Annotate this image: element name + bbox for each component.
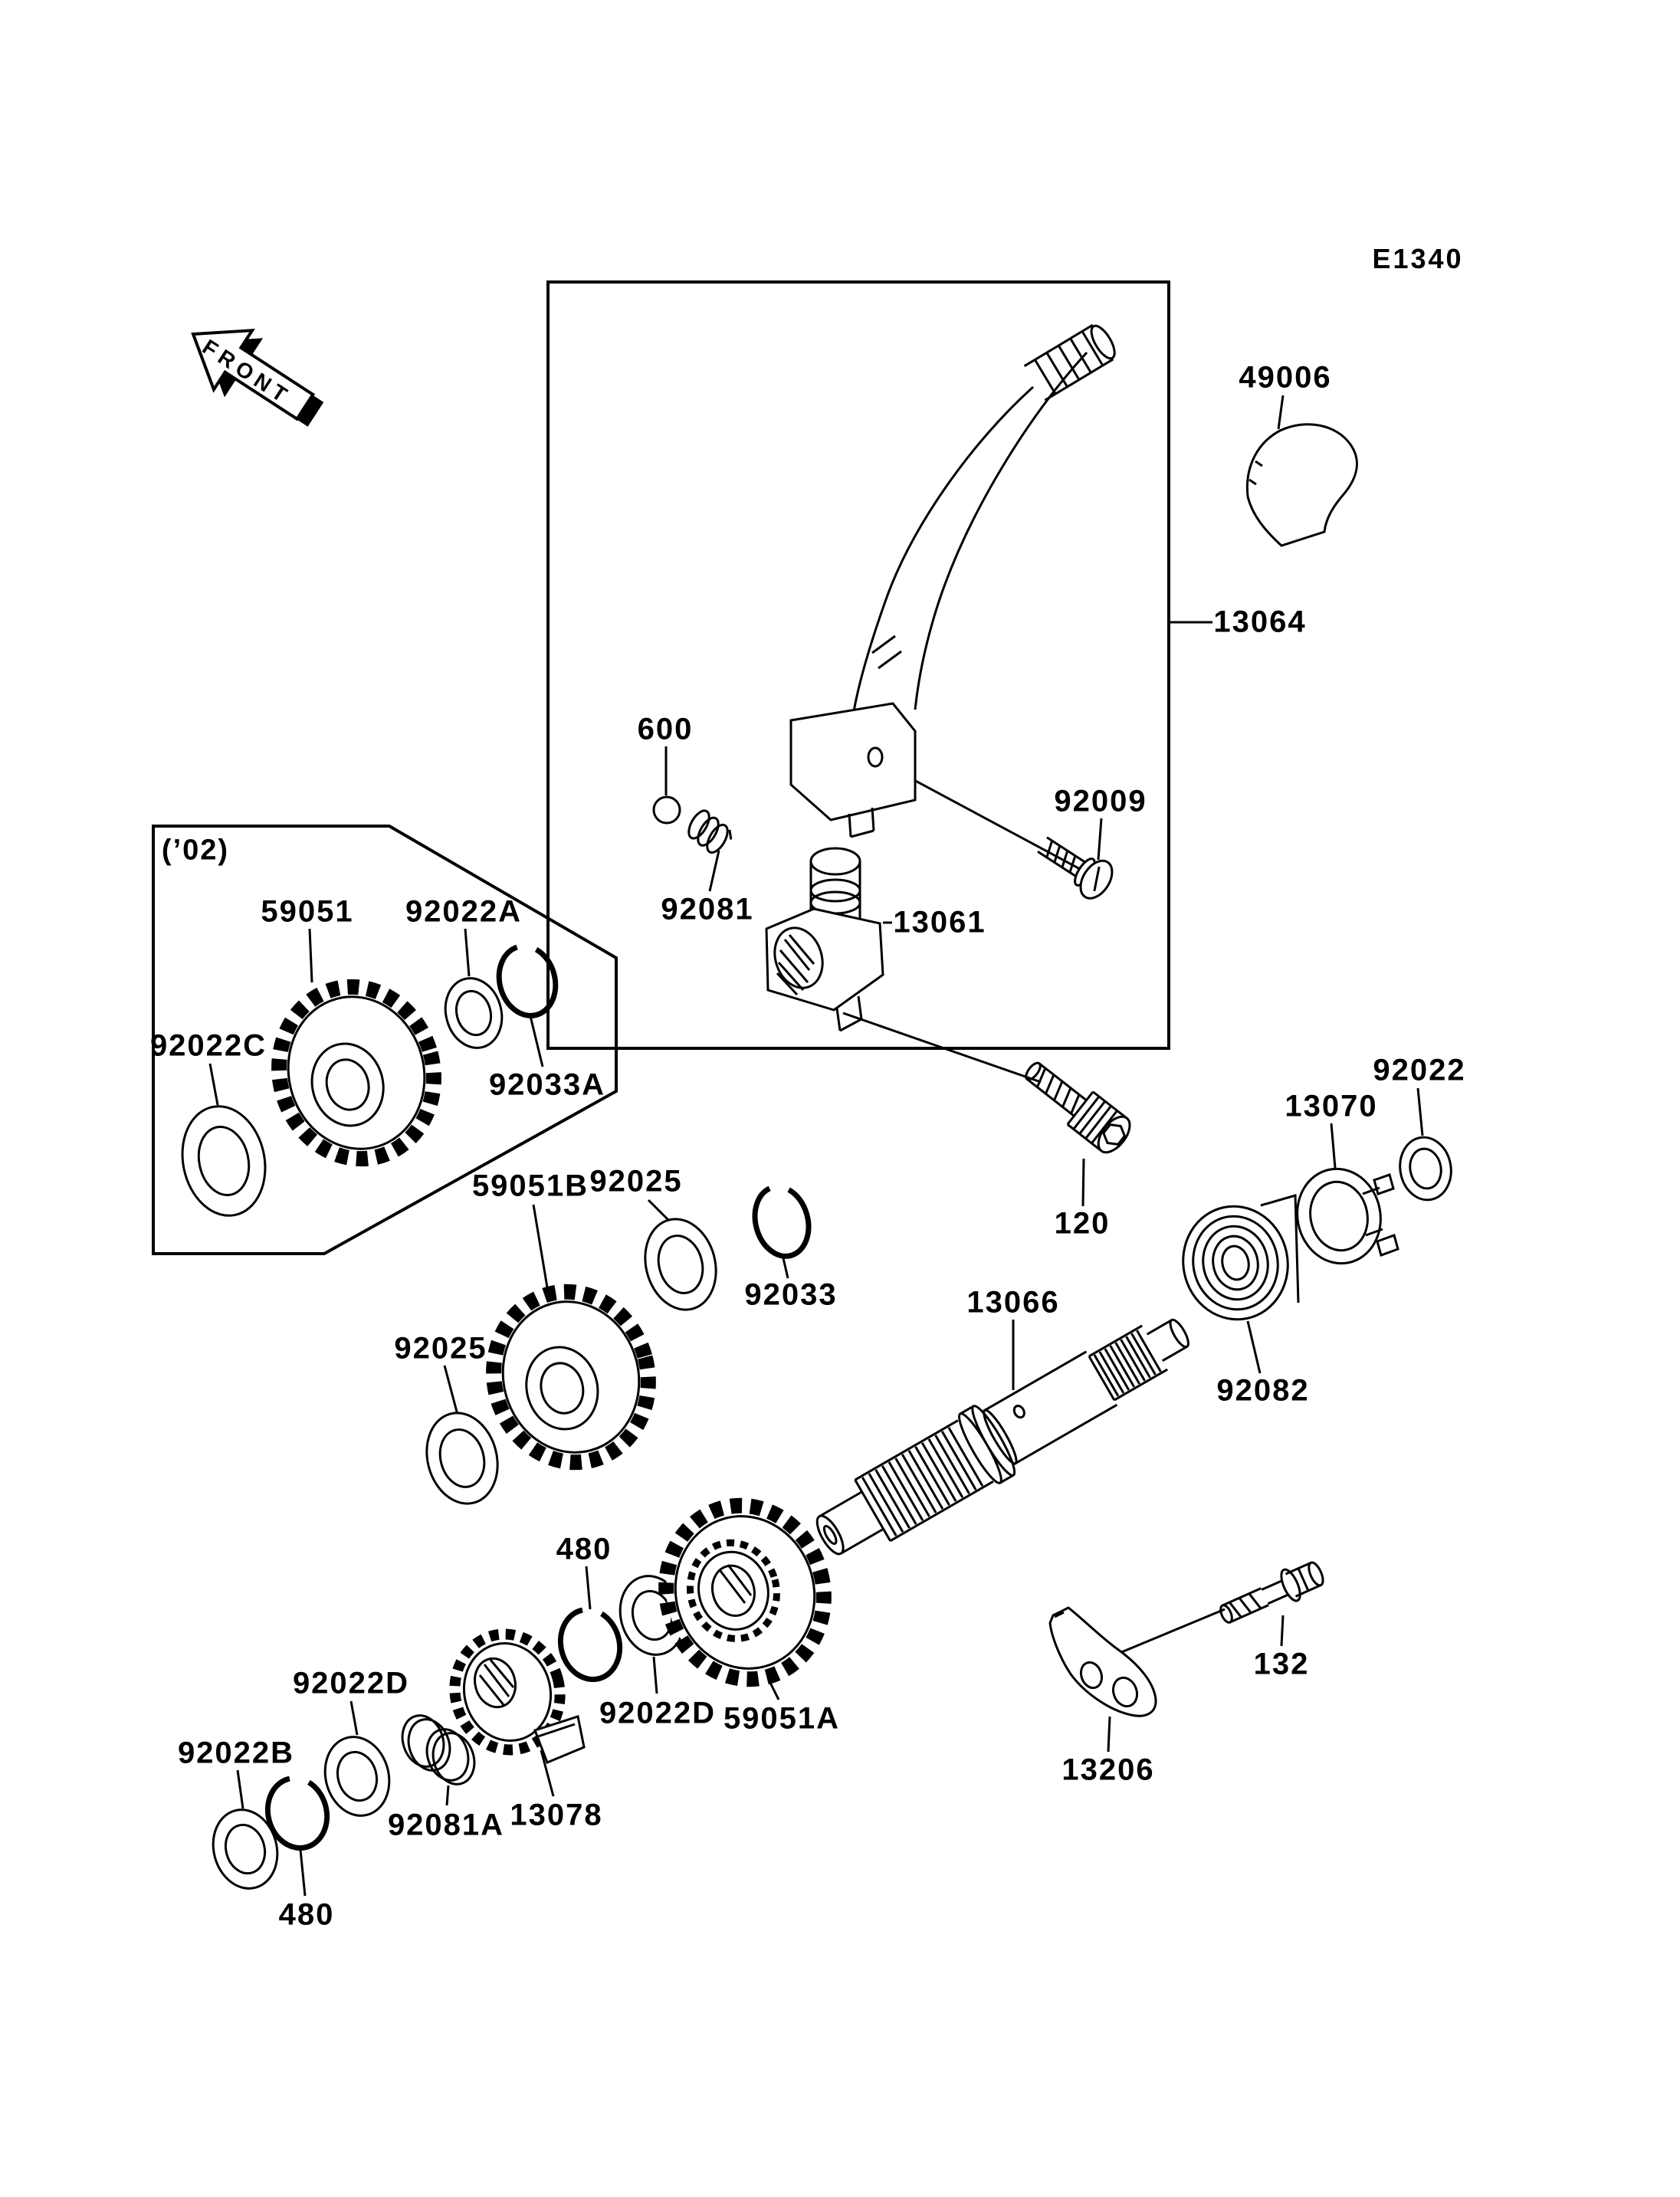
washer-92022-drawing <box>1395 1133 1455 1204</box>
kick-shaft-13066-drawing <box>803 1296 1204 1573</box>
part-label-480-top: 480 <box>556 1532 612 1566</box>
part-label-120: 120 <box>1054 1206 1111 1241</box>
washer-92025-right-drawing <box>635 1211 726 1317</box>
kick-pedal-drawing <box>791 321 1120 837</box>
part-label-92025-right: 92025 <box>589 1164 683 1199</box>
part-label-92033: 92033 <box>744 1277 838 1312</box>
part-label-49006: 49006 <box>1239 360 1332 395</box>
kick-stopper-13206-drawing <box>1050 1608 1156 1716</box>
part-label-59051b: 59051B <box>471 1169 589 1203</box>
spring-guide-13070-drawing <box>1288 1161 1398 1271</box>
bolt-120-drawing <box>1017 1052 1136 1158</box>
diagram-code: E1340 <box>1372 243 1464 274</box>
part-label-92022d-left: 92022D <box>292 1666 410 1700</box>
spring-92081-drawing <box>683 808 737 858</box>
part-label-13206: 13206 <box>1061 1753 1155 1787</box>
part-label-600: 600 <box>637 712 694 746</box>
washer-92025-left-drawing <box>417 1405 507 1511</box>
part-label-92022a: 92022A <box>405 894 523 929</box>
variant-note-label: (’02) <box>161 834 230 867</box>
kick-spring-92082-drawing <box>1173 1196 1298 1329</box>
kick-holder-13061-drawing <box>766 848 883 1031</box>
front-marker-label: FRONT <box>198 334 296 410</box>
part-label-92025-left: 92025 <box>394 1331 487 1366</box>
gear-59051a-drawing <box>647 1487 843 1697</box>
bolt-132-drawing <box>1216 1556 1328 1631</box>
gear-59051b-drawing <box>474 1274 667 1480</box>
circlip-480-top-drawing <box>553 1603 627 1687</box>
part-label-59051: 59051 <box>261 894 354 929</box>
part-label-13061: 13061 <box>893 905 986 939</box>
part-label-92022b: 92022B <box>177 1736 295 1770</box>
part-label-13064: 13064 <box>1213 605 1307 639</box>
part-label-92022c: 92022C <box>149 1028 267 1063</box>
part-label-13070: 13070 <box>1285 1089 1378 1123</box>
part-label-92009: 92009 <box>1054 784 1147 818</box>
part-label-92081: 92081 <box>661 892 754 926</box>
part-label-92081a: 92081A <box>387 1808 505 1842</box>
part-label-59051a: 59051A <box>723 1701 841 1736</box>
part-label-92033a: 92033A <box>488 1067 606 1102</box>
part-label-92082: 92082 <box>1216 1373 1310 1408</box>
part-label-92022d-right: 92022D <box>599 1696 717 1730</box>
part-label-13066: 13066 <box>966 1285 1060 1320</box>
washer-92022b-drawing <box>205 1802 286 1896</box>
part-label-132: 132 <box>1253 1647 1310 1681</box>
washer-92022c-drawing <box>172 1099 275 1224</box>
part-label-480-bottom: 480 <box>278 1897 335 1932</box>
steel-ball-600-drawing <box>654 797 680 823</box>
gear-59051-drawing <box>260 969 453 1176</box>
part-label-92022: 92022 <box>1373 1053 1466 1087</box>
part-label-13078: 13078 <box>510 1798 603 1832</box>
pedal-rubber-49006-drawing <box>1247 425 1357 546</box>
kick-spring-hook <box>1261 1195 1298 1303</box>
circlip-92033-drawing <box>747 1181 815 1262</box>
